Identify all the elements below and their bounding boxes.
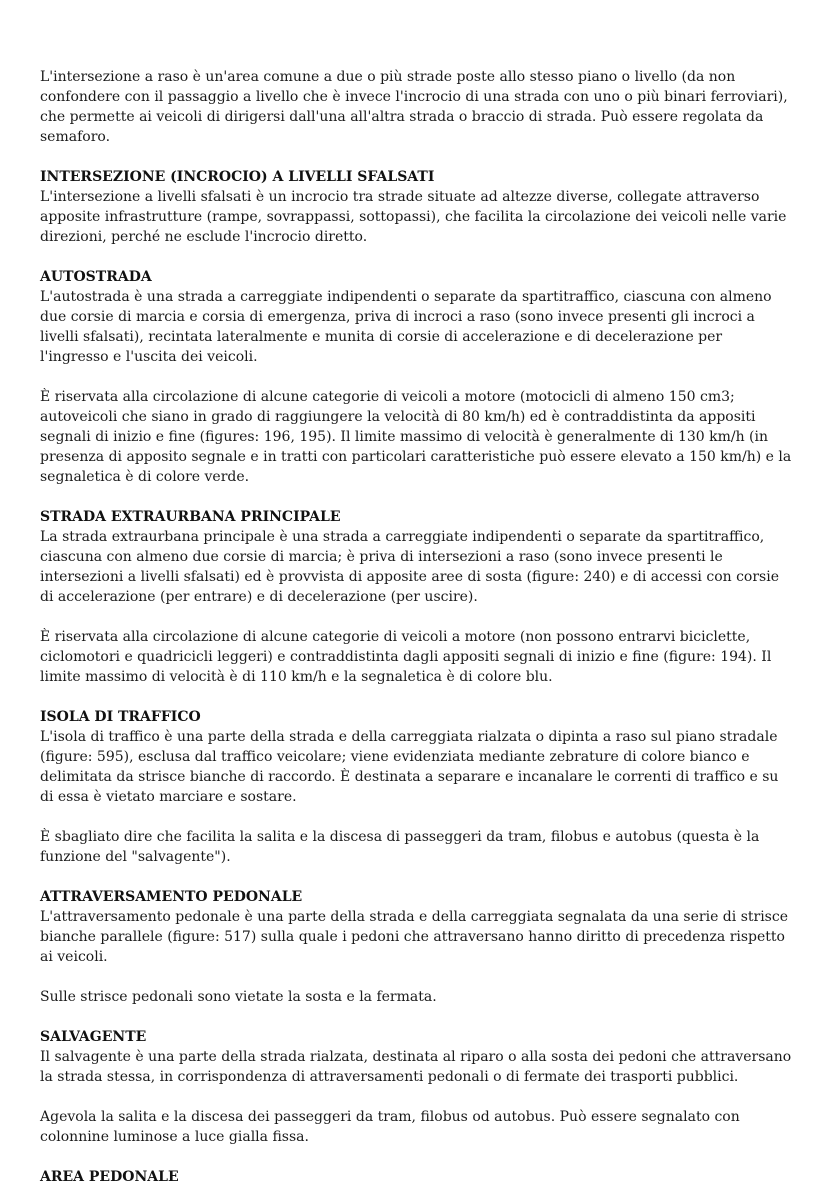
- section-paragraph: Sulle strisce pedonali sono vietate la sosta e la fermata.: [40, 989, 437, 1005]
- section-strada-extraurbana-principale: [40, 507, 792, 687]
- section-heading: SALVAGENTE: [40, 1029, 147, 1045]
- section-isola-di-traffico: [40, 707, 792, 867]
- section-heading: ATTRAVERSAMENTO PEDONALE: [40, 889, 303, 905]
- section-intersezione-livelli-sfalsati: [40, 167, 792, 247]
- section-heading: ISOLA DI TRAFFICO: [40, 709, 201, 725]
- section-salvagente: [40, 1027, 792, 1147]
- section-heading: STRADA EXTRAURBANA PRINCIPALE: [40, 509, 341, 525]
- section-heading: AREA PEDONALE: [40, 1169, 179, 1185]
- section-paragraph: La strada extraurbana principale è una strada a carreggiate indipendenti o separate da spartitraffico, ciascuna con almeno due corsie di marcia; è priva di intersezioni a raso (sono invece presenti le intersezioni a livelli sfalsati) ed è provvista di apposite aree di sosta (figure: 240) e di accessi con corsie di accelerazione (per entrare) e di decelerazione (per uscire).: [40, 529, 779, 605]
- section-paragraph: Il salvagente è una parte della strada rialzata, destinata al riparo o alla sosta dei pedoni che attraversano la strada stessa, in corrispondenza di attraversamenti pedonali o di fermate dei trasporti pubblici.: [40, 1049, 792, 1085]
- section-paragraph: Agevola la salita e la discesa dei passeggeri da tram, filobus od autobus. Può essere segnalato con colonnine luminose a luce gialla fissa.: [40, 1109, 740, 1145]
- section-heading: INTERSEZIONE (INCROCIO) A LIVELLI SFALSATI: [40, 169, 435, 185]
- section-area-pedonale: [40, 1167, 792, 1187]
- section-heading: AUTOSTRADA: [40, 269, 152, 285]
- section-paragraph: È sbagliato dire che facilita la salita e la discesa di passeggeri da tram, filobus e autobus (questa è la funzione del "salvagente").: [40, 829, 760, 865]
- section-paragraph: L'isola di traffico è una parte della strada e della carreggiata rialzata o dipinta a raso sul piano stradale (figure: 595), esclusa dal traffico veicolare; viene evidenziata mediante zebrature di colore bianco e delimitata da strisce bianche di raccordo. È destinata a separare e incanalare le correnti di traffico e su di essa è vietato marciare e sostare.: [40, 729, 779, 805]
- section-paragraph: È riservata alla circolazione di alcune categorie di veicoli a motore (motocicli di almeno 150 cm3; autoveicoli che siano in grado di raggiungere la velocità di 80 km/h) ed è contraddistinta da appositi segnali di inizio e fine (figures: 196, 195). Il limite massimo di velocità è generalmente di 130 km/h (in presenza di apposito segnale e in tratti con particolari caratteristiche può essere elevato a 150 km/h) e la segnaletica è di colore verde.: [40, 389, 792, 485]
- document-page: [40, 67, 792, 1187]
- section-attraversamento-pedonale: [40, 887, 792, 1007]
- section-paragraph: È riservata alla circolazione di alcune categorie di veicoli a motore (non possono entrarvi biciclette, ciclomotori e quadricicli leggeri) e contraddistinta dagli appositi segnali di inizio e fine (figure: 194). Il limite massimo di velocità è di 110 km/h e la segnaletica è di colore blu.: [40, 629, 772, 685]
- section-paragraph: L'attraversamento pedonale è una parte della strada e della carreggiata segnalata da una serie di strisce bianche parallele (figure: 517) sulla quale i pedoni che attraversano hanno diritto di precedenza rispetto ai veicoli.: [40, 909, 788, 965]
- section-autostrada: [40, 267, 792, 487]
- section-paragraph: L'intersezione a livelli sfalsati è un incrocio tra strade situate ad altezze diverse, collegate attraverso apposite infrastrutture (rampe, sovrappassi, sottopassi), che facilita la circolazione dei veicoli nelle varie direzioni, perché ne esclude l'incrocio diretto.: [40, 189, 787, 245]
- section-paragraph: L'autostrada è una strada a carreggiate indipendenti o separate da spartitraffico, ciascuna con almeno due corsie di marcia e corsia di emergenza, priva di incroci a raso (sono invece presenti gli incroci a livelli sfalsati), recintata lateralmente e munita di corsie di accelerazione e di decelerazione per l'ingresso e l'uscita dei veicoli.: [40, 289, 772, 365]
- intro-paragraph: L'intersezione a raso è un'area comune a due o più strade poste allo stesso piano o livello (da non confondere con il passaggio a livello che è invece l'incrocio di una strada con uno o più binari ferroviari), che permette ai veicoli di dirigersi dall'una all'altra strada o braccio di strada. Può essere regolata da semaforo.: [40, 69, 788, 145]
